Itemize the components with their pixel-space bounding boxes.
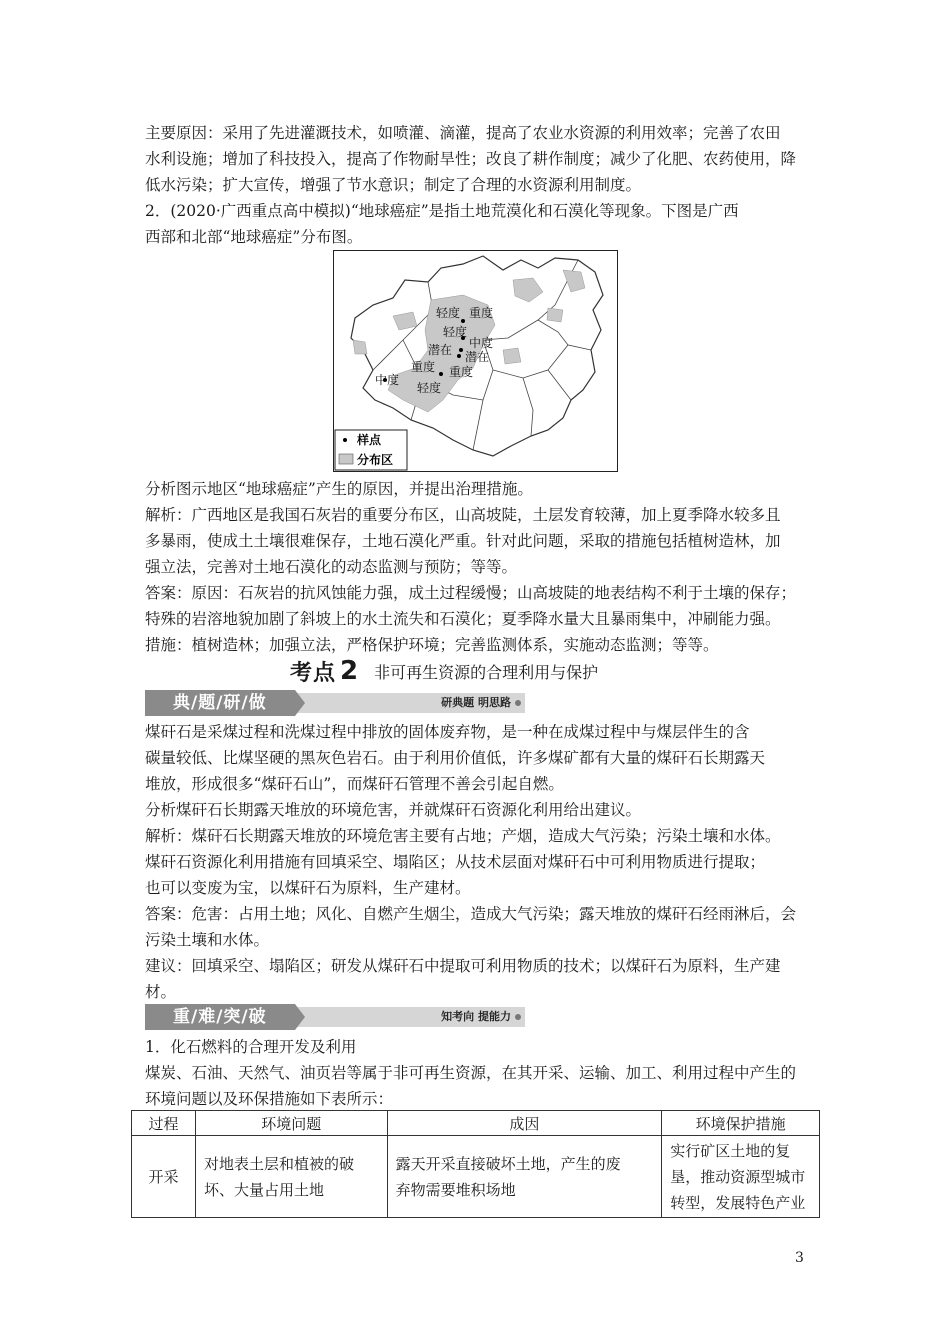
- banner-subtitle: 研典题 明思路: [441, 696, 511, 709]
- map-label: 重度: [449, 365, 474, 379]
- map-label: 轻度: [417, 381, 442, 395]
- map-label: 重度: [411, 360, 436, 374]
- paragraph-line: 环境问题以及环保措施如下表所示：: [145, 1090, 394, 1108]
- sample-point: [461, 319, 465, 323]
- table-header: 过程: [132, 1111, 196, 1136]
- distribution-area: [503, 348, 521, 364]
- distribution-area: [547, 308, 563, 322]
- answer-line: 特殊的岩溶地貌加剧了斜坡上的水土流失和石漠化；夏季降水量大且暴雨集中，冲刷能力强。: [145, 610, 781, 628]
- analysis-line: 多暴雨，使成土土壤很难保存，土地石漠化严重。针对此问题，采取的措施包括植树造林，加: [145, 532, 781, 550]
- section-heading: [290, 656, 598, 686]
- paragraph-line: 堆放，形成很多“煤矸石山”，而煤矸石管理不善会引起自燃。: [145, 775, 564, 793]
- paragraph-line: 煤炭、石油、天然气、油页岩等属于非可再生资源，在其开采、运输、加工、利用过程中产生的: [145, 1064, 797, 1082]
- answer-line: 建议：回填采空、塌陷区；研发从煤矸石中提取可利用物质的技术；以煤矸石为原料，生产建: [145, 957, 781, 975]
- subsection-title: 1．化石燃料的合理开发及利用: [145, 1038, 357, 1056]
- table-cell-measure: 实行矿区土地的复 垦，推动资源型城市 转型，发展特色产业: [662, 1136, 820, 1218]
- analysis-line: 煤矸石资源化利用措施有回填采空、塌陷区；从技术层面对煤矸石中可利用物质进行提取；: [145, 853, 766, 871]
- map-label: 轻度: [436, 306, 461, 320]
- banner-subtitle: 知考向 提能力: [441, 1010, 511, 1023]
- distribution-area: [353, 340, 367, 354]
- legend-area-label: 分布区: [357, 453, 394, 467]
- map-label: 中度: [375, 373, 400, 387]
- answer-line: 污染土壤和水体。: [145, 931, 270, 949]
- answer-line: 材。: [145, 983, 177, 1001]
- section-heading-label: 考点: [290, 660, 337, 686]
- answer-line: 答案：危害：占用土地；风化、自燃产生烟尘，造成大气污染；露天堆放的煤矸石经雨淋后，会: [145, 905, 797, 923]
- banner-title: 典/题/研/做: [173, 693, 267, 713]
- environment-table: [131, 1110, 820, 1218]
- page-number: 3: [795, 1250, 804, 1266]
- table-header-row: [132, 1111, 820, 1136]
- legend-point-symbol: [343, 438, 347, 442]
- table-header: 环境问题: [195, 1111, 387, 1136]
- map-label: 潜在: [428, 343, 453, 357]
- paragraph-line: 低水污染；扩大宣传，增强了节水意识；制定了合理的水资源利用制度。: [145, 176, 642, 194]
- question-line: 2．(2020·广西重点高中模拟)“地球癌症”是指土地荒漠化和石漠化等现象。下图是广西: [145, 202, 739, 220]
- table-cell-process: 开采: [132, 1136, 196, 1218]
- section-heading-title: 非可再生资源的合理利用与保护: [374, 662, 599, 682]
- map-label: 重度: [469, 306, 494, 320]
- paragraph-line: 碳量较低、比煤坚硬的黑灰色岩石。由于利用价值低，许多煤矿都有大量的煤矸石长期露天: [145, 749, 766, 767]
- question-line: 分析图示地区“地球癌症”产生的原因，并提出治理措施。: [145, 480, 533, 498]
- sample-point: [457, 354, 461, 358]
- banner-title: 重/难/突/破: [173, 1007, 267, 1027]
- paragraph-line: 主要原因：采用了先进灌溉技术，如喷灌、滴灌，提高了农业水资源的利用效率；完善了农田: [145, 124, 781, 142]
- banner-typical-questions: [145, 690, 525, 716]
- table-cell-problem: 对地表土层和植被的破 坏、大量占用土地: [195, 1136, 387, 1218]
- paragraph-line: 煤矸石是采煤过程和洗煤过程中排放的固体废弃物，是一种在成煤过程中与煤层伴生的含: [145, 723, 750, 741]
- map-label: 轻度: [443, 325, 468, 339]
- table-row: [132, 1136, 820, 1218]
- answer-line: 措施：植树造林；加强立法，严格保护环境；完善监测体系，实施动态监测；等等。: [145, 636, 719, 654]
- analysis-line: 解析：煤矸石长期露天堆放的环境危害主要有占地；产烟，造成大气污染；污染土壤和水体。: [145, 827, 781, 845]
- map-label: 潜在: [465, 350, 490, 364]
- table-header: 环境保护措施: [662, 1111, 820, 1136]
- analysis-line: 解析：广西地区是我国石灰岩的重要分布区，山高坡陡，土层发育较薄，加上夏季降水较多且: [145, 506, 781, 524]
- answer-line: 答案：原因：石灰岩的抗风蚀能力强，成土过程缓慢；山高坡陡的地表结构不利于土壤的保存；: [145, 584, 797, 602]
- legend-area-symbol: [339, 454, 353, 464]
- question-line: 分析煤矸石长期露天堆放的环境危害，并就煤矸石资源化利用给出建议。: [145, 801, 642, 819]
- section-heading-number: 2: [340, 656, 359, 686]
- legend-point-label: 样点: [357, 433, 382, 447]
- question-line: 西部和北部“地球癌症”分布图。: [145, 228, 363, 246]
- banner-key-points: [145, 1004, 525, 1030]
- sample-point: [439, 372, 443, 376]
- analysis-line: 强立法，完善对土地石漠化的动态监测与预防；等等。: [145, 558, 518, 576]
- sample-point: [459, 348, 463, 352]
- paragraph-line: 水利设施；增加了科技投入，提高了作物耐旱性；改良了耕作制度；减少了化肥、农药使用，降: [145, 150, 797, 168]
- map-label: 中度: [469, 336, 494, 350]
- guangxi-distribution-map: [333, 250, 618, 472]
- table-header: 成因: [387, 1111, 662, 1136]
- analysis-line: 也可以变废为宝，以煤矸石为原料，生产建材。: [145, 879, 471, 897]
- table-cell-cause: 露天开采直接破坏土地，产生的废 弃物需要堆积场地: [387, 1136, 662, 1218]
